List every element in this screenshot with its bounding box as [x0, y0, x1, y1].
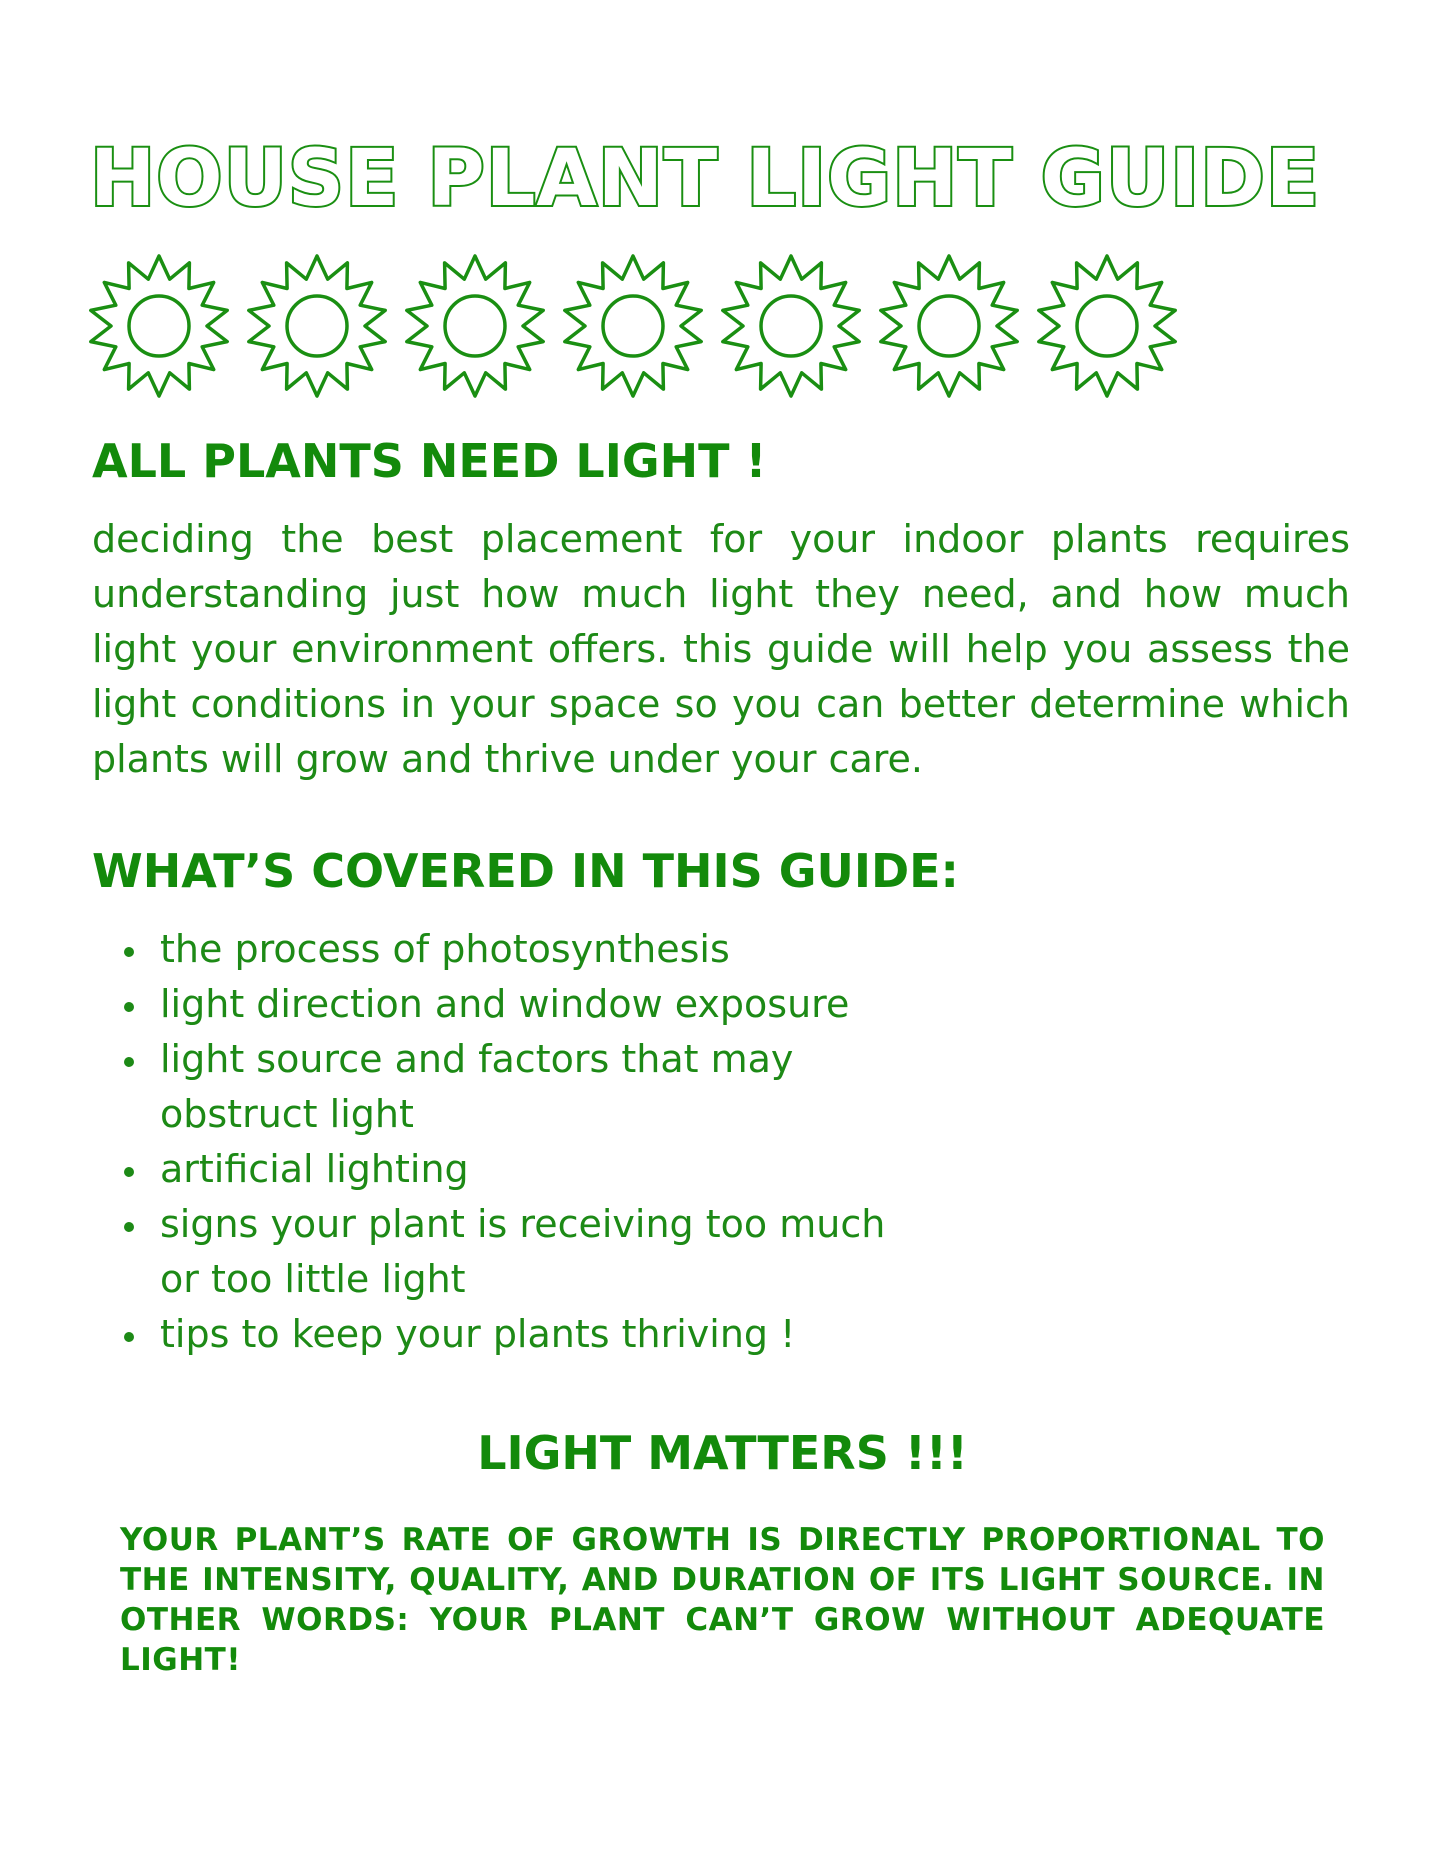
sun-icon — [401, 252, 549, 400]
list-item-text: light source and factors that may obstruct light — [160, 1037, 794, 1136]
list-item — [120, 1197, 920, 1307]
light-matters-paragraph: YOUR PLANT’S RATE OF GROWTH IS DIRECTLY PROPORTIONAL TO THE INTENSITY, QUALITY, AND DURATION OF ITS LIGHT SOURCE. IN OTHER WORDS: YOUR PLANT CAN’T GROW WITHOUT ADEQUATE LIGHT! — [120, 1522, 1325, 1678]
section-heading-light-matters: LIGHT MATTERS !!! — [477, 1426, 968, 1480]
list-item — [120, 1032, 840, 1142]
list-item-text: light direction and window exposure — [160, 982, 850, 1026]
list-item-text: signs your plant is receiving too much or too little light — [160, 1202, 886, 1301]
intro-paragraph: deciding the best placement for your indoor plants requires understanding just how much light they need, and how much light your environment offers. this guide will help you assess the light conditions in your space so you can better determine which plants will grow and thrive under your care. — [92, 517, 1350, 781]
topics-list — [120, 922, 920, 1362]
bullet-icon — [124, 1222, 134, 1232]
sun-icon — [243, 252, 391, 400]
bullet-icon — [124, 1332, 134, 1342]
bullet-icon — [124, 1167, 134, 1177]
section-heading-covered: WHAT’S COVERED IN THIS GUIDE: — [92, 844, 959, 898]
list-item-text: tips to keep your plants thriving ! — [160, 1312, 796, 1356]
sun-icon — [717, 252, 865, 400]
list-item — [120, 1142, 920, 1197]
list-item-text: artificial lighting — [160, 1147, 469, 1191]
sun-icon — [85, 252, 233, 400]
list-item-text: the process of photosynthesis — [160, 927, 730, 971]
section-heading-need-light: ALL PLANTS NEED LIGHT ! — [92, 434, 767, 488]
list-item — [120, 977, 920, 1032]
sun-icon — [1033, 252, 1181, 400]
sun-icon — [875, 252, 1023, 400]
list-item — [120, 1307, 920, 1362]
sun-icon-row — [85, 252, 1185, 400]
list-item — [120, 922, 920, 977]
bullet-icon — [124, 947, 134, 957]
bullet-icon — [124, 1002, 134, 1012]
sun-icon — [559, 252, 707, 400]
bullet-icon — [124, 1057, 134, 1067]
page-title: HOUSE PLANT LIGHT GUIDE — [90, 134, 1321, 224]
